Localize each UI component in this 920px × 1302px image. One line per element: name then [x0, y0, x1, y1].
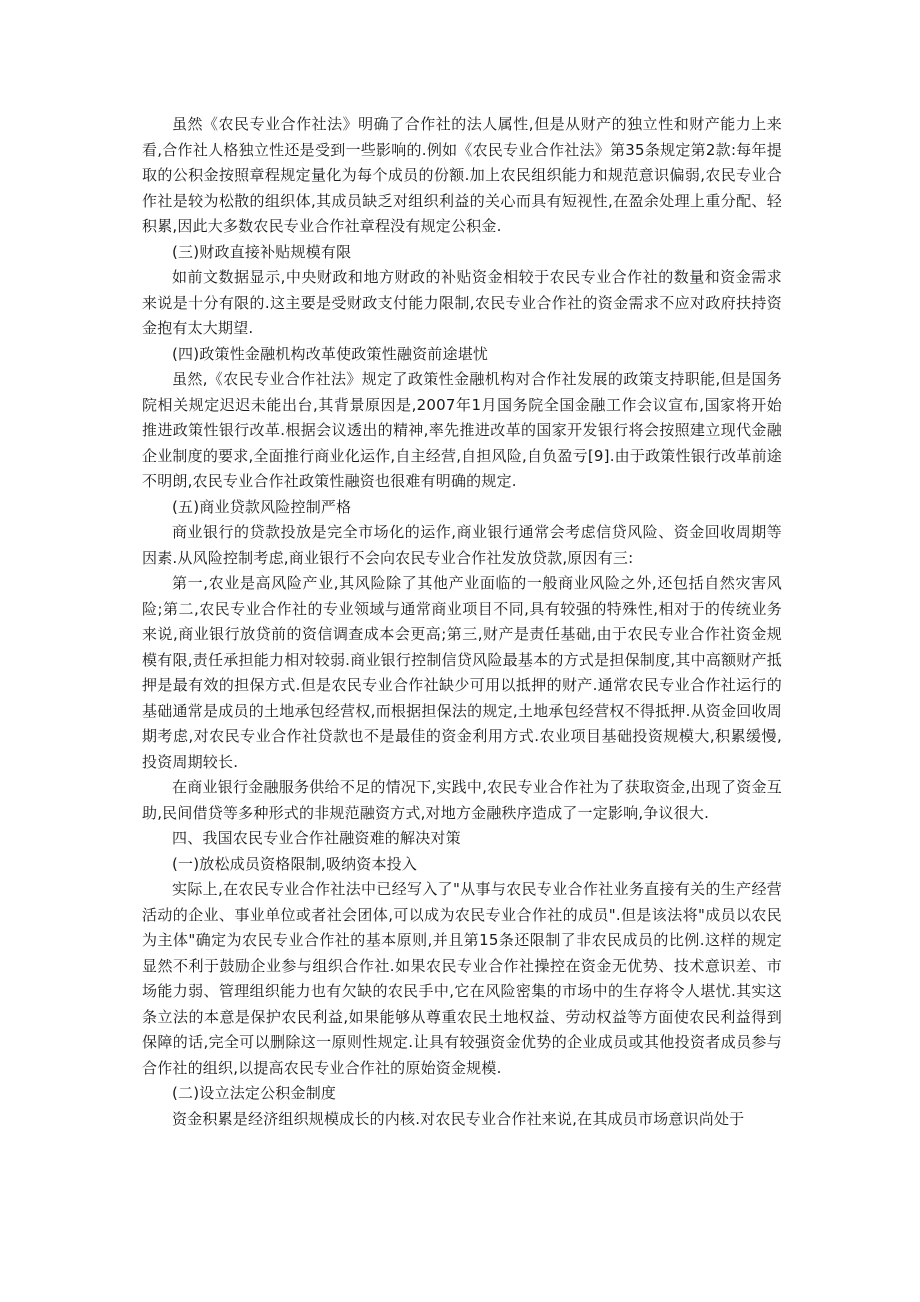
- heading-membership: (一)放松成员资格限制,吸纳资本投入: [172, 854, 418, 873]
- paragraph-membership: 实际上,在农民专业合作社法中已经写入了"从事与农民专业合作社业务直接有关的生产经营活动的企业、事业单位或者社会团体,可以成为农民专业合作社的成员".但是该法将"成员以农民为主体"确定为农民专业合作社的基本原则,并且第15条还限制了非农民成员的比例.这样的规定显然不利于鼓励企业参与组织合作社.如果农民专业合作社操控在资金无优势、技术意识差、市场能力弱、管理组织能力也有欠缺的农民手中,它在风险密集的市场中的生存将令人堪忧.其实这条立法的本意是保护农民利益,如果能够从尊重农民土地权益、劳动权益等方面使农民利益得到保障的话,完全可以删除这一原则性规定.让具有较强资金优势的企业成员或其他投资者成员参与合作社的组织,以提高农民专业合作社的原始资金规模.: [142, 880, 782, 1077]
- heading-solutions: 四、我国农民专业合作社融资难的解决对策: [172, 829, 461, 847]
- paragraph-three-reasons: 第一,农业是高风险产业,其风险除了其他产业面临的一般商业风险之外,还包括自然灾害风险;第二,农民专业合作社的专业领域与通常商业项目不同,具有较强的特殊性,相对于的传统业务来说,商业银行放贷前的资信调查成本会更高;第三,财产是责任基础,由于农民专业合作社资金规模有限,责任承担能力相对较弱.商业银行控制信贷风险最基本的方式是担保制度,其中高额财产抵押是最有效的担保方式.但是农民专业合作社缺少可用以抵押的财产.通常农民专业合作社运行的基础通常是成员的土地承包经营权,而根据担保法的规定,土地承包经营权不得抵押.从资金回收周期考虑,对农民专业合作社贷款也不是最佳的资金利用方式.农业项目基础投资规模大,积累缓慢,投资周期较长.: [142, 574, 782, 771]
- paragraph-commercial-loan: 商业银行的贷款投放是完全市场化的运作,商业银行通常会考虑信贷风险、资金回收周期等因素.从风险控制考虑,商业银行不会向农民专业合作社发放贷款,原因有三:: [142, 523, 782, 567]
- heading-reserve-fund: (二)设立法定公积金制度: [172, 1084, 337, 1102]
- heading-fiscal-subsidy: (三)财政直接补贴规模有限: [172, 242, 352, 261]
- heading-commercial-loan: (五)商业贷款风险控制严格: [172, 497, 352, 516]
- paragraph-informal-finance: 在商业银行金融服务供给不足的情况下,实践中,农民专业合作社为了获取资金,出现了资金互助,民间借贷等多种形式的非规范融资方式,对地方金融秩序造成了一定影响,争议很大.: [142, 778, 782, 822]
- paragraph-fiscal-subsidy: 如前文数据显示,中央财政和地方财政的补贴资金相较于农民专业合作社的数量和资金需求来说是十分有限的.这主要是受财政支付能力限制,农民专业合作社的资金需求不应对政府扶持资金抱有太大期望.: [142, 268, 782, 337]
- paragraph-legal-person: 虽然《农民专业合作社法》明确了合作社的法人属性,但是从财产的独立性和财产能力上来看,合作社人格独立性还是受到一些影响的.例如《农民专业合作社法》第35条规定第2款:每年提取的公积金按照章程规定量化为每个成员的份额.加上农民组织能力和规范意识偏弱,农民专业合作社是较为松散的组织体,其成员缺乏对组织利益的关心而具有短视性,在盈余处理上重分配、轻积累,因此大多数农民专业合作社章程没有规定公积金.: [142, 115, 782, 235]
- document-body: [142, 112, 782, 1132]
- paragraph-reserve-fund: 资金积累是经济组织规模成长的内核.对农民专业合作社来说,在其成员市场意识尚处于: [172, 1109, 745, 1128]
- heading-policy-finance: (四)政策性金融机构改革使政策性融资前途堪忧: [172, 344, 489, 363]
- paragraph-policy-finance: 虽然,《农民专业合作社法》规定了政策性金融机构对合作社发展的政策支持职能,但是国务院相关规定迟迟未能出台,其背景原因是,2007年1月国务院全国金融工作会议宣布,国家将开始推进政策性银行改革.根据会议透出的精神,率先推进改革的国家开发银行将会按照建立现代金融企业制度的要求,全面推行商业化运作,自主经营,自担风险,自负盈亏[9].由于政策性银行改革前途不明朗,农民专业合作社政策性融资也很难有明确的规定.: [142, 370, 782, 490]
